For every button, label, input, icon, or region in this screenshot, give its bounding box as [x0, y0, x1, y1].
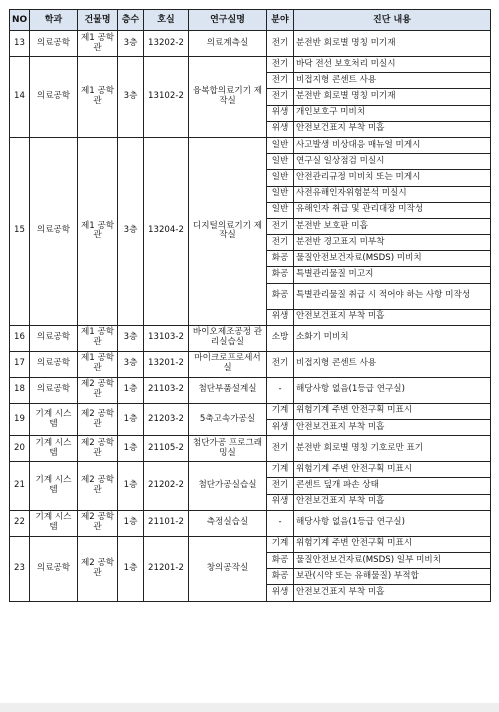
diagnosis-content-cell: 연구실 일상점검 미실시 — [294, 154, 491, 170]
dept-cell: 의료공학 — [30, 137, 78, 325]
diagnosis-content-cell: 물질안전보건자료(MSDS) 미비치 — [294, 251, 491, 267]
building-cell: 제1 공학관 — [78, 137, 118, 325]
diagnosis-content-cell: 사고발생 비상대응 매뉴얼 미게시 — [294, 137, 491, 153]
row-no-cell: 18 — [10, 377, 30, 403]
table-row — [10, 137, 491, 153]
diagnosis-table — [9, 9, 491, 602]
floor-cell: 3층 — [118, 31, 144, 57]
floor-cell: 3층 — [118, 325, 144, 351]
dept-cell: 기계 시스템 — [30, 436, 78, 462]
field-cell: 전기 — [267, 436, 294, 462]
lab-name-cell: 융복합의료기기 제작실 — [189, 57, 267, 138]
table-row — [10, 325, 491, 351]
diagnosis-content-cell: 개인보호구 미비치 — [294, 105, 491, 121]
field-cell: 화공 — [267, 267, 294, 283]
field-cell: 위생 — [267, 309, 294, 325]
field-cell: 일반 — [267, 170, 294, 186]
row-no-cell: 22 — [10, 510, 30, 536]
field-cell: 화공 — [267, 251, 294, 267]
diagnosis-content-cell: 위험기계 주변 안전구획 미표시 — [294, 403, 491, 419]
lab-name-cell: 첨단가공 프로그래밍실 — [189, 436, 267, 462]
lab-name-cell: 측정실습실 — [189, 510, 267, 536]
diagnosis-content-cell: 안전보건표지 부착 미흡 — [294, 420, 491, 436]
floor-cell: 1층 — [118, 536, 144, 601]
field-cell: 일반 — [267, 154, 294, 170]
field-cell: 위생 — [267, 105, 294, 121]
diagnosis-content-cell: 특별관리물질 미고지 — [294, 267, 491, 283]
table-row — [10, 57, 491, 73]
room-cell: 13102-2 — [144, 57, 189, 138]
diagnosis-content-cell: 안전보건표지 부착 미흡 — [294, 121, 491, 137]
header-content: 진단 내용 — [294, 10, 491, 31]
building-cell: 제1 공학관 — [78, 31, 118, 57]
dept-cell: 의료공학 — [30, 31, 78, 57]
floor-cell: 1층 — [118, 377, 144, 403]
table-body — [10, 31, 491, 602]
field-cell: 전기 — [267, 89, 294, 105]
building-cell: 제1 공학관 — [78, 57, 118, 138]
field-cell: 위생 — [267, 420, 294, 436]
header-building: 건물명 — [78, 10, 118, 31]
diagnosis-content-cell: 비접지형 콘센트 사용 — [294, 351, 491, 377]
header-no: NO — [10, 10, 30, 31]
row-no-cell: 19 — [10, 403, 30, 435]
room-cell: 21101-2 — [144, 510, 189, 536]
room-cell: 21203-2 — [144, 403, 189, 435]
dept-cell: 의료공학 — [30, 325, 78, 351]
building-cell: 제2 공학관 — [78, 536, 118, 601]
building-cell: 제2 공학관 — [78, 510, 118, 536]
diagnosis-content-cell: 안전보건표지 부착 미흡 — [294, 585, 491, 601]
lab-name-cell: 첨단가공실습실 — [189, 462, 267, 511]
diagnosis-content-cell: 분전반 회로별 명칭 미기재 — [294, 89, 491, 105]
table-row — [10, 351, 491, 377]
diagnosis-content-cell: 분전반 경고표지 미부착 — [294, 235, 491, 251]
room-cell: 21202-2 — [144, 462, 189, 511]
diagnosis-content-cell: 위험기계 주변 안전구획 미표시 — [294, 462, 491, 478]
diagnosis-content-cell: 특별관리물질 취급 시 적어야 하는 사항 미작성 — [294, 283, 491, 309]
diagnosis-content-cell: 분전반 회로별 명칭 기호로만 표기 — [294, 436, 491, 462]
diagnosis-content-cell: 분전반 회로별 명칭 미기재 — [294, 31, 491, 57]
lab-name-cell: 디지털의료기기 제작실 — [189, 137, 267, 325]
lab-name-cell: 첨단부품설계실 — [189, 377, 267, 403]
field-cell: 일반 — [267, 202, 294, 218]
lab-name-cell: 바이오제조공정 관리실습실 — [189, 325, 267, 351]
field-cell: 화공 — [267, 283, 294, 309]
header-floor: 층수 — [118, 10, 144, 31]
floor-cell: 1층 — [118, 510, 144, 536]
lab-name-cell: 의료계측실 — [189, 31, 267, 57]
field-cell: 위생 — [267, 494, 294, 510]
room-cell: 21105-2 — [144, 436, 189, 462]
row-no-cell: 15 — [10, 137, 30, 325]
row-no-cell: 23 — [10, 536, 30, 601]
field-cell: 기계 — [267, 536, 294, 552]
field-cell: 기계 — [267, 403, 294, 419]
lab-name-cell: 창의공작실 — [189, 536, 267, 601]
field-cell: 전기 — [267, 31, 294, 57]
floor-cell: 1층 — [118, 403, 144, 435]
header-field: 분야 — [267, 10, 294, 31]
room-cell: 13202-2 — [144, 31, 189, 57]
room-cell: 13204-2 — [144, 137, 189, 325]
room-cell: 13201-2 — [144, 351, 189, 377]
header-lab: 연구실명 — [189, 10, 267, 31]
field-cell: 전기 — [267, 57, 294, 73]
row-no-cell: 13 — [10, 31, 30, 57]
table-row — [10, 436, 491, 462]
field-cell: 일반 — [267, 186, 294, 202]
diagnosis-content-cell: 해당사항 없음(1등급 연구실) — [294, 510, 491, 536]
diagnosis-content-cell: 콘센트 덮개 파손 상태 — [294, 478, 491, 494]
building-cell: 제2 공학관 — [78, 462, 118, 511]
dept-cell: 의료공학 — [30, 351, 78, 377]
diagnosis-content-cell: 바닥 전선 보호처리 미실시 — [294, 57, 491, 73]
table-row — [10, 403, 491, 419]
room-cell: 21201-2 — [144, 536, 189, 601]
row-no-cell: 17 — [10, 351, 30, 377]
table-row — [10, 377, 491, 403]
room-cell: 13103-2 — [144, 325, 189, 351]
table-row — [10, 536, 491, 552]
field-cell: 기계 — [267, 462, 294, 478]
field-cell: 위생 — [267, 585, 294, 601]
field-cell: 소방 — [267, 325, 294, 351]
table-row — [10, 510, 491, 536]
building-cell: 제1 공학관 — [78, 325, 118, 351]
field-cell: 전기 — [267, 478, 294, 494]
lab-name-cell: 마이크로프로세서 실 — [189, 351, 267, 377]
field-cell: 위생 — [267, 121, 294, 137]
diagnosis-content-cell: 분전반 보호판 미흡 — [294, 218, 491, 234]
dept-cell: 의료공학 — [30, 377, 78, 403]
field-cell: 전기 — [267, 73, 294, 89]
field-cell: 전기 — [267, 351, 294, 377]
header-room: 호실 — [144, 10, 189, 31]
header-dept: 학과 — [30, 10, 78, 31]
row-no-cell: 14 — [10, 57, 30, 138]
field-cell: 일반 — [267, 137, 294, 153]
building-cell: 제2 공학관 — [78, 436, 118, 462]
lab-name-cell: 5축고속가공실 — [189, 403, 267, 435]
room-cell: 21103-2 — [144, 377, 189, 403]
building-cell: 제1 공학관 — [78, 351, 118, 377]
dept-cell: 기계 시스템 — [30, 403, 78, 435]
page-bottom-band — [0, 703, 499, 712]
diagnosis-content-cell: 위험기계 주변 안전구획 미표시 — [294, 536, 491, 552]
diagnosis-content-cell: 보관(시약 또는 유해물질) 부적합 — [294, 569, 491, 585]
floor-cell: 3층 — [118, 57, 144, 138]
field-cell: 전기 — [267, 218, 294, 234]
diagnosis-content-cell: 소화기 미비치 — [294, 325, 491, 351]
dept-cell: 의료공학 — [30, 57, 78, 138]
table-row — [10, 462, 491, 478]
diagnosis-content-cell: 안전보건표지 부착 미흡 — [294, 494, 491, 510]
floor-cell: 3층 — [118, 137, 144, 325]
floor-cell: 1층 — [118, 462, 144, 511]
dept-cell: 기계 시스템 — [30, 462, 78, 511]
floor-cell: 1층 — [118, 436, 144, 462]
dept-cell: 의료공학 — [30, 536, 78, 601]
diagnosis-content-cell: 유해인자 취급 및 관리대장 미작성 — [294, 202, 491, 218]
diagnosis-content-cell: 비접지형 콘센트 사용 — [294, 73, 491, 89]
table-row — [10, 31, 491, 57]
diagnosis-content-cell: 해당사항 없음(1등급 연구실) — [294, 377, 491, 403]
row-no-cell: 20 — [10, 436, 30, 462]
building-cell: 제2 공학관 — [78, 403, 118, 435]
diagnosis-content-cell: 안전보건표지 부착 미흡 — [294, 309, 491, 325]
field-cell: 화공 — [267, 552, 294, 568]
building-cell: 제2 공학관 — [78, 377, 118, 403]
field-cell: - — [267, 377, 294, 403]
dept-cell: 기계 시스템 — [30, 510, 78, 536]
header-row — [10, 10, 491, 31]
diagnosis-content-cell: 사전유해인자위험분석 미실시 — [294, 186, 491, 202]
floor-cell: 3층 — [118, 351, 144, 377]
diagnosis-content-cell: 안전관리규정 미비치 또는 미게시 — [294, 170, 491, 186]
diagnosis-content-cell: 물질안전보건자료(MSDS) 일부 미비치 — [294, 552, 491, 568]
field-cell: 전기 — [267, 235, 294, 251]
row-no-cell: 21 — [10, 462, 30, 511]
row-no-cell: 16 — [10, 325, 30, 351]
field-cell: 화공 — [267, 569, 294, 585]
field-cell: - — [267, 510, 294, 536]
